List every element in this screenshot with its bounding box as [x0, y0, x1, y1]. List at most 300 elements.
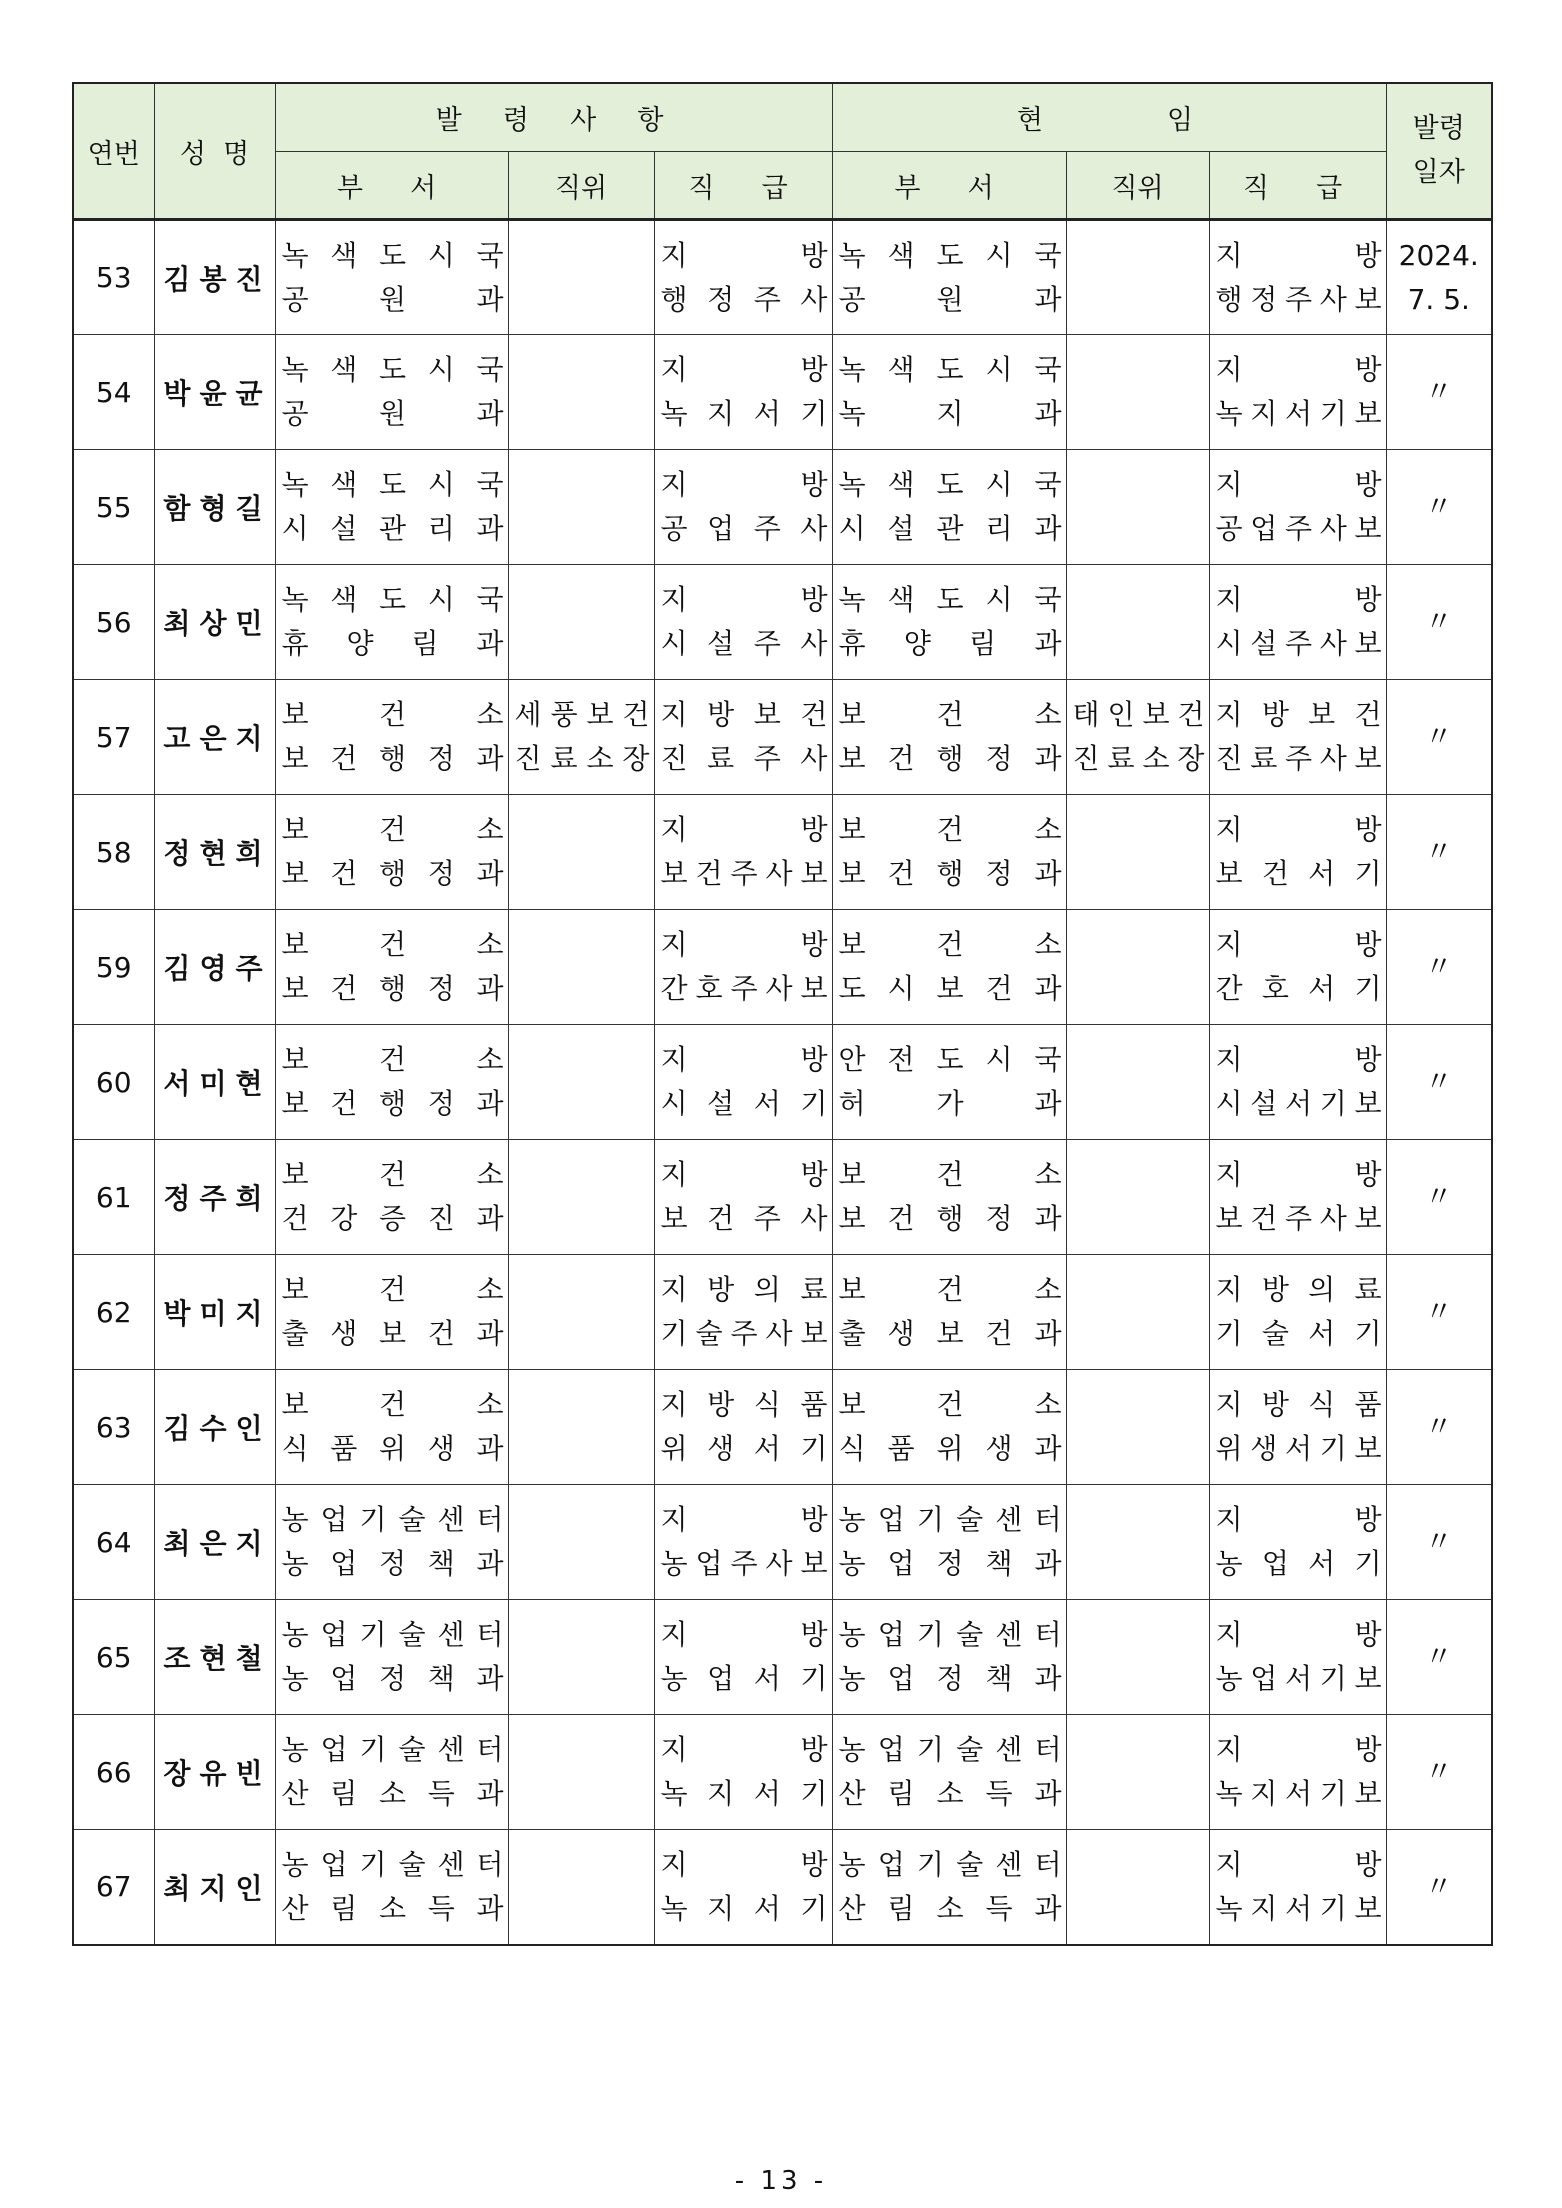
table-row — [73, 1715, 1492, 1830]
header-appointment — [275, 83, 832, 152]
row-number: 67 — [73, 1830, 154, 1945]
appointment-dept-line: 산 림 소 득 과 — [281, 1777, 504, 1810]
appointment-dept — [275, 1600, 508, 1715]
current-dept — [832, 1255, 1066, 1370]
current-grade — [1209, 1600, 1386, 1715]
current-position-line — [1067, 234, 1209, 278]
person-name: 정현희 — [154, 795, 275, 910]
appointment-dept — [275, 450, 508, 565]
current-dept-line: 보 건 소 — [838, 928, 1062, 961]
header-name-text: 성 명 — [179, 138, 250, 170]
appointment-position — [508, 1715, 654, 1830]
row-number: 61 — [73, 1140, 154, 1255]
appointment-dept-line: 보 건 행 정 과 — [281, 742, 504, 775]
row-number: 56 — [73, 565, 154, 680]
appointment-date-line: 〃 — [1424, 1410, 1453, 1443]
appointment-position-line — [509, 967, 654, 1011]
current-position-line — [1067, 1887, 1209, 1931]
appointment-grade — [654, 1600, 832, 1715]
current-position-line — [1067, 967, 1209, 1011]
current-dept — [832, 1715, 1066, 1830]
appointment-grade-line: 농 업 서 기 — [660, 1662, 828, 1695]
current-position — [1066, 565, 1209, 680]
appointment-dept-line: 보 건 행 정 과 — [281, 857, 504, 890]
person-name: 서미현 — [154, 1025, 275, 1140]
appointment-position-line — [509, 923, 654, 967]
appointment-grade-line: 지 방 — [660, 928, 828, 961]
header-appointment-position: 직위 — [508, 152, 654, 220]
current-position — [1066, 1485, 1209, 1600]
appointment-grade — [654, 910, 832, 1025]
appointment-dept — [275, 795, 508, 910]
current-position-line — [1067, 1728, 1209, 1772]
appointment-dept-line: 식 품 위 생 과 — [281, 1432, 504, 1465]
header-current — [832, 83, 1386, 152]
appointment-grade-line: 진 료 주 사 — [660, 742, 828, 775]
appointment-position — [508, 1025, 654, 1140]
current-grade-line: 지 방 — [1215, 928, 1382, 961]
appointment-position-line — [509, 1153, 654, 1197]
current-position-line — [1067, 463, 1209, 507]
appointment-table — [72, 82, 1493, 1946]
appointment-dept-line: 농 업 기 술 센 터 — [281, 1847, 504, 1881]
current-grade-line: 녹 지 서 기 보 — [1215, 1777, 1382, 1810]
appointment-grade-line: 행 정 주 사 — [660, 282, 828, 316]
current-grade-line: 지 방 — [1215, 583, 1382, 616]
header-current-text: 현 임 — [1016, 105, 1202, 136]
current-grade — [1209, 1140, 1386, 1255]
appointment-position-line — [509, 348, 654, 392]
table-row — [73, 1370, 1492, 1485]
current-dept-line: 보 건 소 — [838, 698, 1062, 731]
header-current-dept-text: 부 서 — [894, 172, 1004, 204]
appointment-date-line: 〃 — [1424, 605, 1453, 638]
current-grade-line: 지 방 — [1215, 1158, 1382, 1191]
appointment-grade-line: 지 방 — [660, 353, 828, 386]
appointment-dept-line: 농 업 기 술 센 터 — [281, 1503, 504, 1536]
person-name: 박윤균 — [154, 335, 275, 450]
appointment-position-line — [509, 578, 654, 622]
row-number: 64 — [73, 1485, 154, 1600]
appointment-dept-line: 공 원 과 — [281, 282, 504, 316]
appointment-date-line: 〃 — [1424, 1065, 1453, 1098]
current-grade — [1209, 335, 1386, 450]
appointment-position — [508, 1255, 654, 1370]
appointment-grade — [654, 220, 832, 335]
current-grade — [1209, 220, 1386, 335]
appointment-position-line: 세 풍 보 건 — [514, 698, 650, 731]
current-dept-line: 녹 지 과 — [838, 397, 1062, 430]
table-row — [73, 450, 1492, 565]
current-position — [1066, 1830, 1209, 1945]
appointment-dept-line: 보 건 소 — [281, 1158, 504, 1191]
table-row — [73, 1255, 1492, 1370]
appointment-grade — [654, 1830, 832, 1945]
appointment-date-line: 〃 — [1424, 1180, 1453, 1213]
appointment-position — [508, 335, 654, 450]
header-current-dept — [832, 152, 1066, 220]
current-position-line — [1067, 1772, 1209, 1816]
appointment-position-line — [509, 1038, 654, 1082]
appointment-position-line — [509, 463, 654, 507]
appointment-grade — [654, 450, 832, 565]
appointment-position-line — [509, 1268, 654, 1312]
person-name: 장유빈 — [154, 1715, 275, 1830]
appointment-dept-line: 보 건 행 정 과 — [281, 972, 504, 1005]
current-dept-line: 안 전 도 시 국 — [838, 1043, 1062, 1076]
appointment-date-line: 〃 — [1424, 1755, 1453, 1788]
current-dept — [832, 795, 1066, 910]
appointment-dept — [275, 1830, 508, 1945]
current-dept-line: 산 림 소 득 과 — [838, 1777, 1062, 1810]
current-grade-line: 녹 지 서 기 보 — [1215, 1891, 1382, 1925]
appointment-date-line: 〃 — [1424, 720, 1453, 753]
current-grade-line: 시 설 주 사 보 — [1215, 627, 1382, 660]
appointment-dept-line: 보 건 소 — [281, 698, 504, 731]
current-dept — [832, 220, 1066, 335]
appointment-grade-line: 보 건 주 사 보 — [660, 857, 828, 890]
current-dept-line: 산 림 소 득 과 — [838, 1891, 1062, 1925]
appointment-grade — [654, 1140, 832, 1255]
appointment-grade — [654, 1370, 832, 1485]
appointment-position-line — [509, 1728, 654, 1772]
header-current-position: 직위 — [1066, 152, 1209, 220]
current-position-line — [1067, 923, 1209, 967]
current-position — [1066, 220, 1209, 335]
appointment-grade-line: 지 방 — [660, 1618, 828, 1651]
current-grade-line: 지 방 — [1215, 1043, 1382, 1076]
header-date-line2: 일자 — [1412, 157, 1465, 188]
current-position — [1066, 1140, 1209, 1255]
header-appointment-dept-text: 부 서 — [336, 172, 447, 204]
current-grade-line: 행 정 주 사 보 — [1215, 282, 1382, 316]
current-grade — [1209, 1255, 1386, 1370]
current-grade-line: 지 방 — [1215, 238, 1382, 272]
appointment-grade-line: 지 방 식 품 — [660, 1388, 828, 1421]
row-number: 55 — [73, 450, 154, 565]
row-number: 65 — [73, 1600, 154, 1715]
person-name: 최지인 — [154, 1830, 275, 1945]
appointment-date — [1386, 1830, 1492, 1945]
appointment-grade-line: 지 방 — [660, 1503, 828, 1536]
current-position-line — [1067, 278, 1209, 322]
person-name: 조현철 — [154, 1600, 275, 1715]
current-grade-line: 지 방 — [1215, 1733, 1382, 1766]
current-grade-line: 지 방 의 료 — [1215, 1273, 1382, 1306]
current-position-line — [1067, 348, 1209, 392]
appointment-dept-line: 농 업 정 책 과 — [281, 1547, 504, 1580]
appointment-grade-line: 녹 지 서 기 — [660, 1891, 828, 1925]
current-position-line — [1067, 1542, 1209, 1586]
current-dept-line: 농 업 정 책 과 — [838, 1547, 1062, 1580]
appointment-grade-line: 지 방 — [660, 583, 828, 616]
appointment-position-line — [509, 808, 654, 852]
current-dept-line: 공 원 과 — [838, 282, 1062, 316]
appointment-date — [1386, 1370, 1492, 1485]
current-dept-line: 녹 색 도 시 국 — [838, 353, 1062, 386]
header-date — [1386, 83, 1492, 220]
current-position-line — [1067, 1038, 1209, 1082]
appointment-grade-line: 지 방 의 료 — [660, 1273, 828, 1306]
appointment-grade — [654, 1025, 832, 1140]
current-dept-line: 농 업 기 술 센 터 — [838, 1503, 1062, 1536]
appointment-date-line: 〃 — [1424, 1295, 1453, 1328]
current-grade-line: 기 술 서 기 — [1215, 1317, 1382, 1350]
current-position — [1066, 1255, 1209, 1370]
table-row — [73, 1830, 1492, 1945]
appointment-date — [1386, 1600, 1492, 1715]
current-dept-line: 보 건 소 — [838, 813, 1062, 846]
appointment-position — [508, 680, 654, 795]
current-dept — [832, 1370, 1066, 1485]
current-dept — [832, 335, 1066, 450]
current-dept — [832, 1830, 1066, 1945]
appointment-position-line — [509, 234, 654, 278]
appointment-position — [508, 220, 654, 335]
current-dept — [832, 680, 1066, 795]
appointment-position-line — [509, 1843, 654, 1887]
appointment-position — [508, 1370, 654, 1485]
table-header — [73, 83, 1492, 220]
current-grade-line: 시 설 서 기 보 — [1215, 1087, 1382, 1120]
appointment-dept — [275, 1370, 508, 1485]
person-name: 함형길 — [154, 450, 275, 565]
appointment-grade-line: 지 방 — [660, 1158, 828, 1191]
current-position-line — [1067, 622, 1209, 666]
appointment-dept — [275, 335, 508, 450]
appointment-grade-line: 녹 지 서 기 — [660, 1777, 828, 1810]
appointment-dept-line: 녹 색 도 시 국 — [281, 468, 504, 501]
current-position-line — [1067, 1498, 1209, 1542]
table-row — [73, 1485, 1492, 1600]
current-grade-line: 녹 지 서 기 보 — [1215, 397, 1382, 430]
current-grade-line: 지 방 — [1215, 1503, 1382, 1536]
table-row — [73, 220, 1492, 335]
appointment-position — [508, 450, 654, 565]
person-name: 최상민 — [154, 565, 275, 680]
appointment-date — [1386, 680, 1492, 795]
appointment-date-line: 7. 5. — [1407, 282, 1470, 316]
appointment-position-line — [509, 278, 654, 322]
current-dept-line: 녹 색 도 시 국 — [838, 468, 1062, 501]
appointment-dept-line: 보 건 소 — [281, 1388, 504, 1421]
appointment-dept-line: 출 생 보 건 과 — [281, 1317, 504, 1350]
appointment-grade-line: 위 생 서 기 — [660, 1432, 828, 1465]
current-grade — [1209, 1715, 1386, 1830]
appointment-position-line — [509, 1197, 654, 1241]
appointment-date-line: 2024. — [1398, 238, 1479, 272]
header-name — [154, 83, 275, 220]
appointment-dept — [275, 1485, 508, 1600]
appointment-date-line: 〃 — [1424, 1525, 1453, 1558]
appointment-grade — [654, 335, 832, 450]
appointment-date — [1386, 565, 1492, 680]
appointment-dept — [275, 680, 508, 795]
table-body — [73, 220, 1492, 1945]
current-position — [1066, 335, 1209, 450]
current-position — [1066, 1370, 1209, 1485]
appointment-dept — [275, 1140, 508, 1255]
appointment-date-line: 〃 — [1424, 835, 1453, 868]
table-row — [73, 565, 1492, 680]
current-grade-line: 지 방 — [1215, 1847, 1382, 1881]
current-position-line — [1067, 852, 1209, 896]
current-position-line: 태 인 보 건 — [1072, 698, 1205, 731]
appointment-position-line — [509, 1542, 654, 1586]
appointment-grade — [654, 680, 832, 795]
current-dept-line: 농 업 기 술 센 터 — [838, 1618, 1062, 1651]
appointment-grade-line: 간 호 주 사 보 — [660, 972, 828, 1005]
header-current-grade — [1209, 152, 1386, 220]
appointment-grade — [654, 1485, 832, 1600]
appointment-dept-line: 보 건 소 — [281, 1043, 504, 1076]
current-dept — [832, 565, 1066, 680]
current-dept-line: 휴 양 림 과 — [838, 627, 1062, 660]
current-grade-line: 지 방 — [1215, 353, 1382, 386]
appointment-position-line — [509, 1657, 654, 1701]
appointment-position — [508, 910, 654, 1025]
current-position-line — [1067, 1843, 1209, 1887]
current-position-line — [1067, 392, 1209, 436]
current-position — [1066, 1025, 1209, 1140]
appointment-position — [508, 1830, 654, 1945]
table-row — [73, 335, 1492, 450]
appointment-grade-line: 지 방 보 건 — [660, 698, 828, 731]
appointment-date-line: 〃 — [1424, 1869, 1453, 1903]
current-position-line — [1067, 1082, 1209, 1126]
appointment-date — [1386, 1255, 1492, 1370]
current-grade-line: 농 업 서 기 — [1215, 1547, 1382, 1580]
appointment-position — [508, 565, 654, 680]
appointment-position — [508, 795, 654, 910]
table-row — [73, 795, 1492, 910]
current-position-line — [1067, 1383, 1209, 1427]
current-dept — [832, 1140, 1066, 1255]
appointment-dept-line: 농 업 기 술 센 터 — [281, 1618, 504, 1651]
table-row — [73, 1600, 1492, 1715]
current-dept-line: 도 시 보 건 과 — [838, 972, 1062, 1005]
current-dept-line: 시 설 관 리 과 — [838, 512, 1062, 545]
appointment-dept-line: 보 건 소 — [281, 1273, 504, 1306]
appointment-grade-line: 보 건 주 사 — [660, 1202, 828, 1235]
current-position — [1066, 450, 1209, 565]
appointment-grade — [654, 1255, 832, 1370]
appointment-date — [1386, 910, 1492, 1025]
appointment-dept — [275, 565, 508, 680]
current-grade — [1209, 910, 1386, 1025]
current-position-line — [1067, 1153, 1209, 1197]
current-grade-line: 보 건 서 기 — [1215, 857, 1382, 890]
appointment-position-line — [509, 1887, 654, 1931]
person-name: 김영주 — [154, 910, 275, 1025]
table-row — [73, 1140, 1492, 1255]
appointment-grade-line: 시 설 서 기 — [660, 1087, 828, 1120]
current-grade-line: 진 료 주 사 보 — [1215, 742, 1382, 775]
appointment-dept-line: 녹 색 도 시 국 — [281, 353, 504, 386]
current-grade-line: 농 업 서 기 보 — [1215, 1662, 1382, 1695]
appointment-grade-line: 지 방 — [660, 468, 828, 501]
header-appointment-dept — [275, 152, 508, 220]
current-position-line — [1067, 1312, 1209, 1356]
header-current-grade-text: 직 급 — [1242, 172, 1353, 204]
table-row — [73, 910, 1492, 1025]
current-grade — [1209, 1370, 1386, 1485]
header-no: 연번 — [73, 83, 154, 220]
table-row — [73, 1025, 1492, 1140]
header-appointment-text: 발 령 사 항 — [435, 105, 672, 136]
person-name: 박미지 — [154, 1255, 275, 1370]
current-position-line — [1067, 1427, 1209, 1471]
current-grade-line: 보 건 주 사 보 — [1215, 1202, 1382, 1235]
header-appointment-grade-text: 직 급 — [688, 172, 798, 204]
current-position — [1066, 680, 1209, 795]
current-grade-line: 지 방 — [1215, 813, 1382, 846]
person-name: 고은지 — [154, 680, 275, 795]
appointment-date — [1386, 450, 1492, 565]
appointment-dept-line: 보 건 행 정 과 — [281, 1087, 504, 1120]
current-grade-line: 간 호 서 기 — [1215, 972, 1382, 1005]
current-grade — [1209, 1025, 1386, 1140]
appointment-dept-line: 휴 양 림 과 — [281, 627, 504, 660]
current-position — [1066, 910, 1209, 1025]
row-number: 59 — [73, 910, 154, 1025]
appointment-position-line — [509, 1082, 654, 1126]
current-grade-line: 지 방 식 품 — [1215, 1388, 1382, 1421]
current-dept-line: 보 건 행 정 과 — [838, 857, 1062, 890]
appointment-dept-line: 시 설 관 리 과 — [281, 512, 504, 545]
person-name: 정주희 — [154, 1140, 275, 1255]
current-position-line — [1067, 808, 1209, 852]
row-number: 53 — [73, 220, 154, 335]
appointment-dept — [275, 910, 508, 1025]
appointment-grade-line: 공 업 주 사 — [660, 512, 828, 545]
appointment-position-line — [509, 1383, 654, 1427]
appointment-grade-line: 농 업 주 사 보 — [660, 1547, 828, 1580]
current-position-line: 진 료 소 장 — [1072, 742, 1205, 775]
appointment-dept-line: 건 강 증 진 과 — [281, 1202, 504, 1235]
current-position-line — [1067, 1657, 1209, 1701]
row-number: 63 — [73, 1370, 154, 1485]
appointment-date — [1386, 220, 1492, 335]
current-dept-line: 농 업 기 술 센 터 — [838, 1733, 1062, 1766]
row-number: 57 — [73, 680, 154, 795]
row-number: 66 — [73, 1715, 154, 1830]
current-dept-line: 녹 색 도 시 국 — [838, 238, 1062, 272]
appointment-position-line — [509, 507, 654, 551]
appointment-position-line — [509, 392, 654, 436]
appointment-grade-line: 기 술 주 사 보 — [660, 1317, 828, 1350]
current-position-line — [1067, 1268, 1209, 1312]
appointment-grade-line: 시 설 주 사 — [660, 627, 828, 660]
current-dept-line: 허 가 과 — [838, 1087, 1062, 1120]
appointment-position — [508, 1485, 654, 1600]
appointment-date — [1386, 335, 1492, 450]
appointment-position-line — [509, 1498, 654, 1542]
current-dept — [832, 450, 1066, 565]
person-name: 최은지 — [154, 1485, 275, 1600]
row-number: 54 — [73, 335, 154, 450]
appointment-dept-line: 보 건 소 — [281, 813, 504, 846]
appointment-grade-line: 지 방 — [660, 1043, 828, 1076]
appointment-date-line: 〃 — [1424, 1640, 1453, 1673]
appointment-position — [508, 1600, 654, 1715]
appointment-dept — [275, 220, 508, 335]
row-number: 62 — [73, 1255, 154, 1370]
row-number: 58 — [73, 795, 154, 910]
appointment-date — [1386, 1140, 1492, 1255]
appointment-dept-line: 농 업 정 책 과 — [281, 1662, 504, 1695]
person-name: 김수인 — [154, 1370, 275, 1485]
